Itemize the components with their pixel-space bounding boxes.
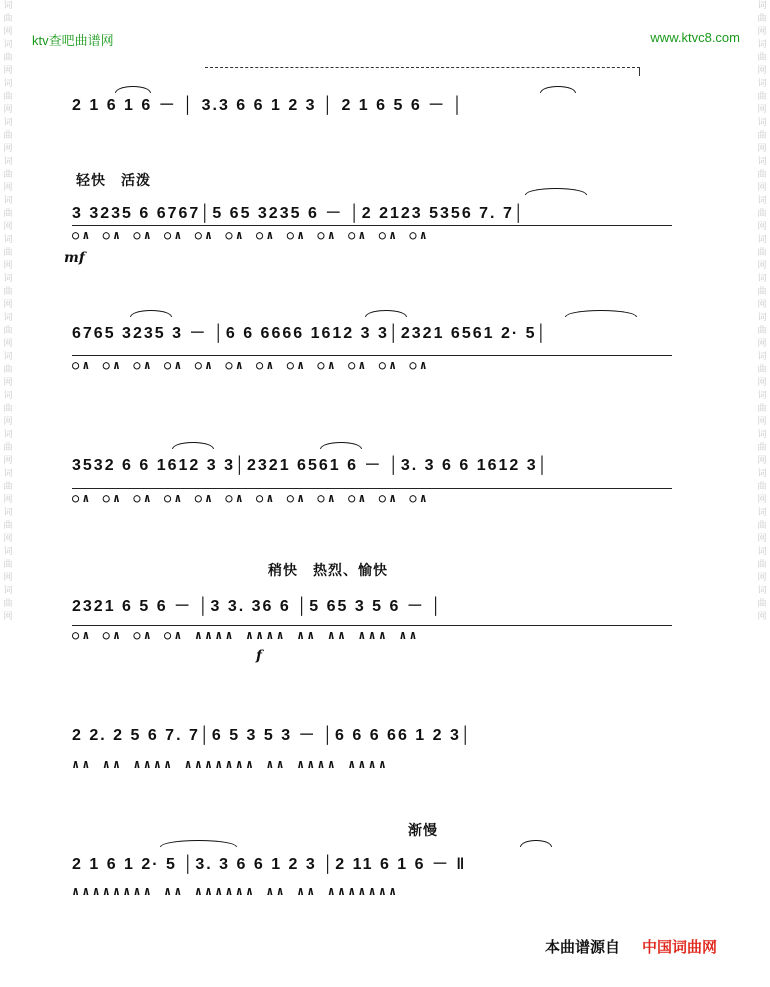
header-site-name[interactable]: ktv查吧曲谱网 (32, 33, 114, 48)
tempo-mark-1: 轻快 活泼 (76, 173, 151, 189)
slur (172, 442, 214, 449)
drum-line-5: ○∧ ○∧ ○∧ ○∧ ∧∧∧∧ ∧∧∧∧ ∧∧ ∧∧ ∧∧∧ ∧∧ (72, 625, 672, 642)
tempo-mark-3: 渐慢 (408, 823, 438, 839)
footer-site-link[interactable]: 中国词曲网 (642, 938, 718, 956)
repeat-bracket (205, 67, 640, 68)
slur (130, 310, 172, 317)
drum-line-3: ○∧ ○∧ ○∧ ○∧ ○∧ ○∧ ○∧ ○∧ ○∧ ○∧ ○∧ ○∧ (72, 355, 672, 372)
watermark-right: 词曲网词曲网词曲网词曲网词曲网词曲网词曲网词曲网词曲网词曲网词曲网词曲网词曲网词曲网词曲网词曲网 (757, 1, 767, 622)
drum-line-2: ○∧ ○∧ ○∧ ○∧ ○∧ ○∧ ○∧ ○∧ ○∧ ○∧ ○∧ ○∧ (72, 225, 672, 242)
dynamic-f: f (256, 648, 263, 664)
slur (365, 310, 407, 317)
score-line-7: 2 1 6 1 2· 5 │3. 3 6 6 1 2 3 │2 11 6 1 6 － ‖ (72, 856, 467, 873)
footer-source-label: 本曲谱源自 (545, 938, 621, 956)
score-line-5: 2321 6 5 6 － │3 3. 36 6 │5 65 3 5 6 － │ (72, 598, 444, 615)
score-line-2: 3 3235 6 6767│5 65 3235 6 － │2 2123 5356 7. 7│ (72, 205, 526, 222)
drum-line-7: ∧∧∧∧∧∧∧∧ ∧∧ ∧∧∧∧∧∧ ∧∧ ∧∧ ∧∧∧∧∧∧∧ (72, 884, 400, 898)
score-line-6: 2 2. 2 5 6 7. 7│6 5 3 5 3 － │6 6 6 66 1 2 3│ (72, 727, 473, 744)
slur (115, 86, 151, 93)
slur (565, 310, 637, 317)
tempo-mark-2: 稍快 热烈、愉快 (268, 563, 388, 579)
header-site-url[interactable]: www.ktvc8.com (650, 30, 740, 45)
drum-line-4: ○∧ ○∧ ○∧ ○∧ ○∧ ○∧ ○∧ ○∧ ○∧ ○∧ ○∧ ○∧ (72, 488, 672, 505)
footer-credit (545, 936, 717, 957)
slur (520, 840, 552, 847)
score-line-4: 3532 6 6 1612 3 3│2321 6561 6 － │3. 3 6 6 1612 3│ (72, 457, 550, 474)
slur (160, 840, 237, 847)
score-line-1: 2 1 6 1 6 － │ 3.3 6 6 1 2 3 │ 2 1 6 5 6 － │ (72, 97, 465, 114)
slur (525, 188, 587, 195)
slur (540, 86, 576, 93)
drum-line-6: ∧∧ ∧∧ ∧∧∧∧ ∧∧∧∧∧∧∧ ∧∧ ∧∧∧∧ ∧∧∧∧ (72, 757, 389, 771)
dynamic-mf: mf (64, 250, 85, 266)
score-line-3: 6765 3235 3 － │6 6 6666 1612 3 3│2321 6561 2· 5│ (72, 325, 549, 342)
watermark-left: 词曲网词曲网词曲网词曲网词曲网词曲网词曲网词曲网词曲网词曲网词曲网词曲网词曲网词曲网词曲网词曲网 (3, 1, 13, 622)
slur (320, 442, 362, 449)
